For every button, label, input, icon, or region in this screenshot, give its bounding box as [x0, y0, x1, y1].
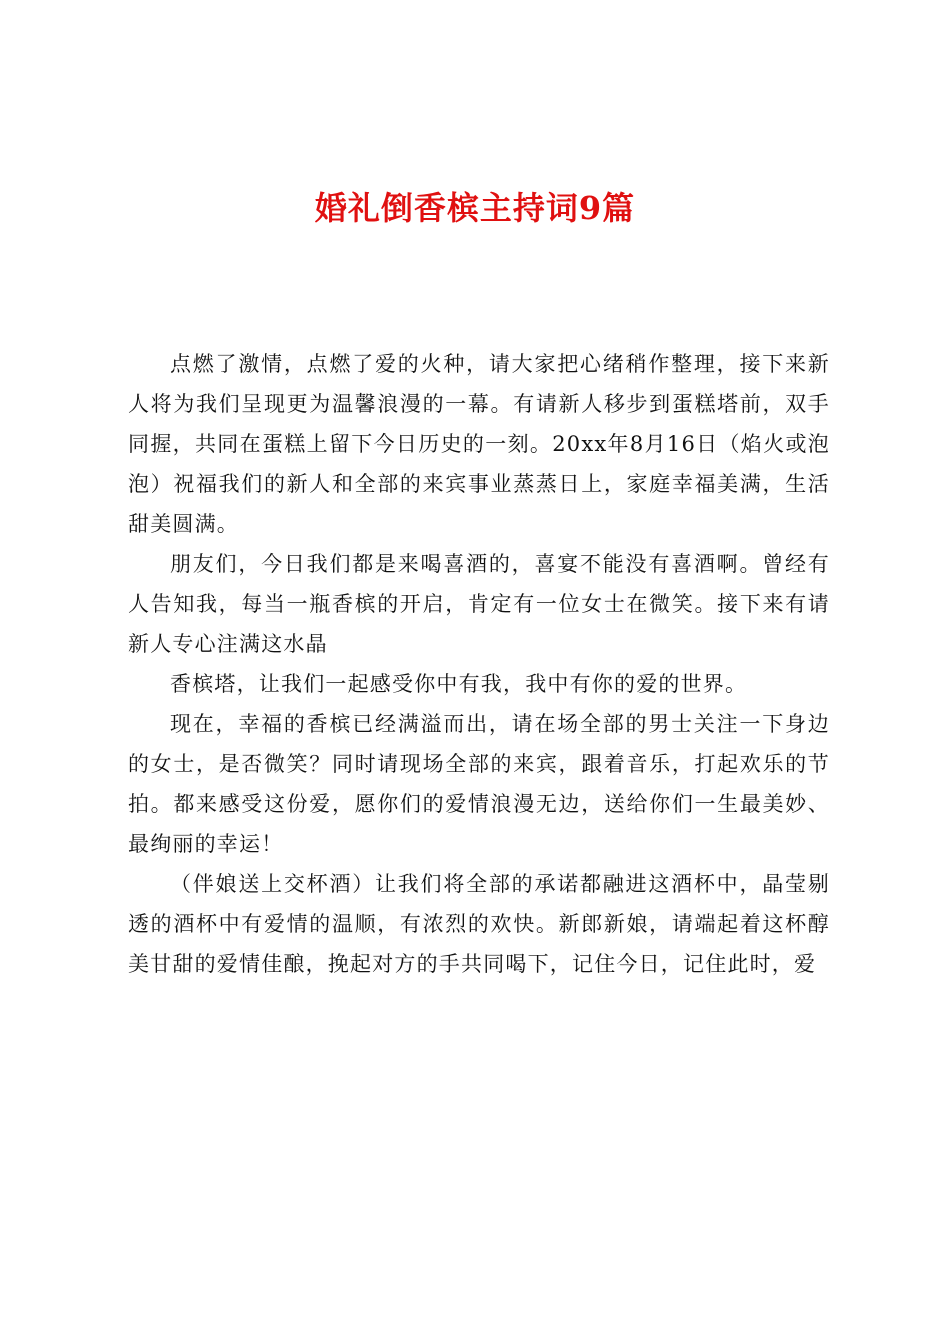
paragraph-1: 点燃了激情，点燃了爱的火种，请大家把心绪稍作整理，接下来新人将为我们呈现更为温馨浪漫的一幕。有请新人移步到蛋糕塔前，双手同握，共同在蛋糕上留下今日历史的一刻。20xx年8月16日（焰火或泡泡）祝福我们的新人和全部的来宾事业蒸蒸日上，家庭幸福美满，生活甜美圆满。 [128, 352, 830, 536]
document-title: 婚礼倒香槟主持词9篇 [314, 189, 636, 227]
paragraph-4: 现在，幸福的香槟已经满溢而出，请在场全部的男士关注一下身边的女士，是否微笑？同时请现场全部的来宾，跟着音乐，打起欢乐的节拍。都来感受这份爱，愿你们的爱情浪漫无边，送给你们一生最美妙、最绚丽的幸运！ [128, 712, 830, 856]
paragraph-3: 香槟塔，让我们一起感受你中有我，我中有你的爱的世界。 [170, 672, 748, 696]
document-body [128, 344, 830, 984]
paragraph-2: 朋友们，今日我们都是来喝喜酒的，喜宴不能没有喜酒啊。曾经有人告知我，每当一瓶香槟的开启，肯定有一位女士在微笑。接下来有请新人专心注满这水晶 [128, 552, 830, 656]
paragraph-5: （伴娘送上交杯酒）让我们将全部的承诺都融进这酒杯中，晶莹剔透的酒杯中有爱情的温顺，有浓烈的欢快。新郎新娘，请端起着这杯醇美甘甜的爱情佳酿，挽起对方的手共同喝下，记住今日，记住此时，爱 [128, 872, 830, 976]
